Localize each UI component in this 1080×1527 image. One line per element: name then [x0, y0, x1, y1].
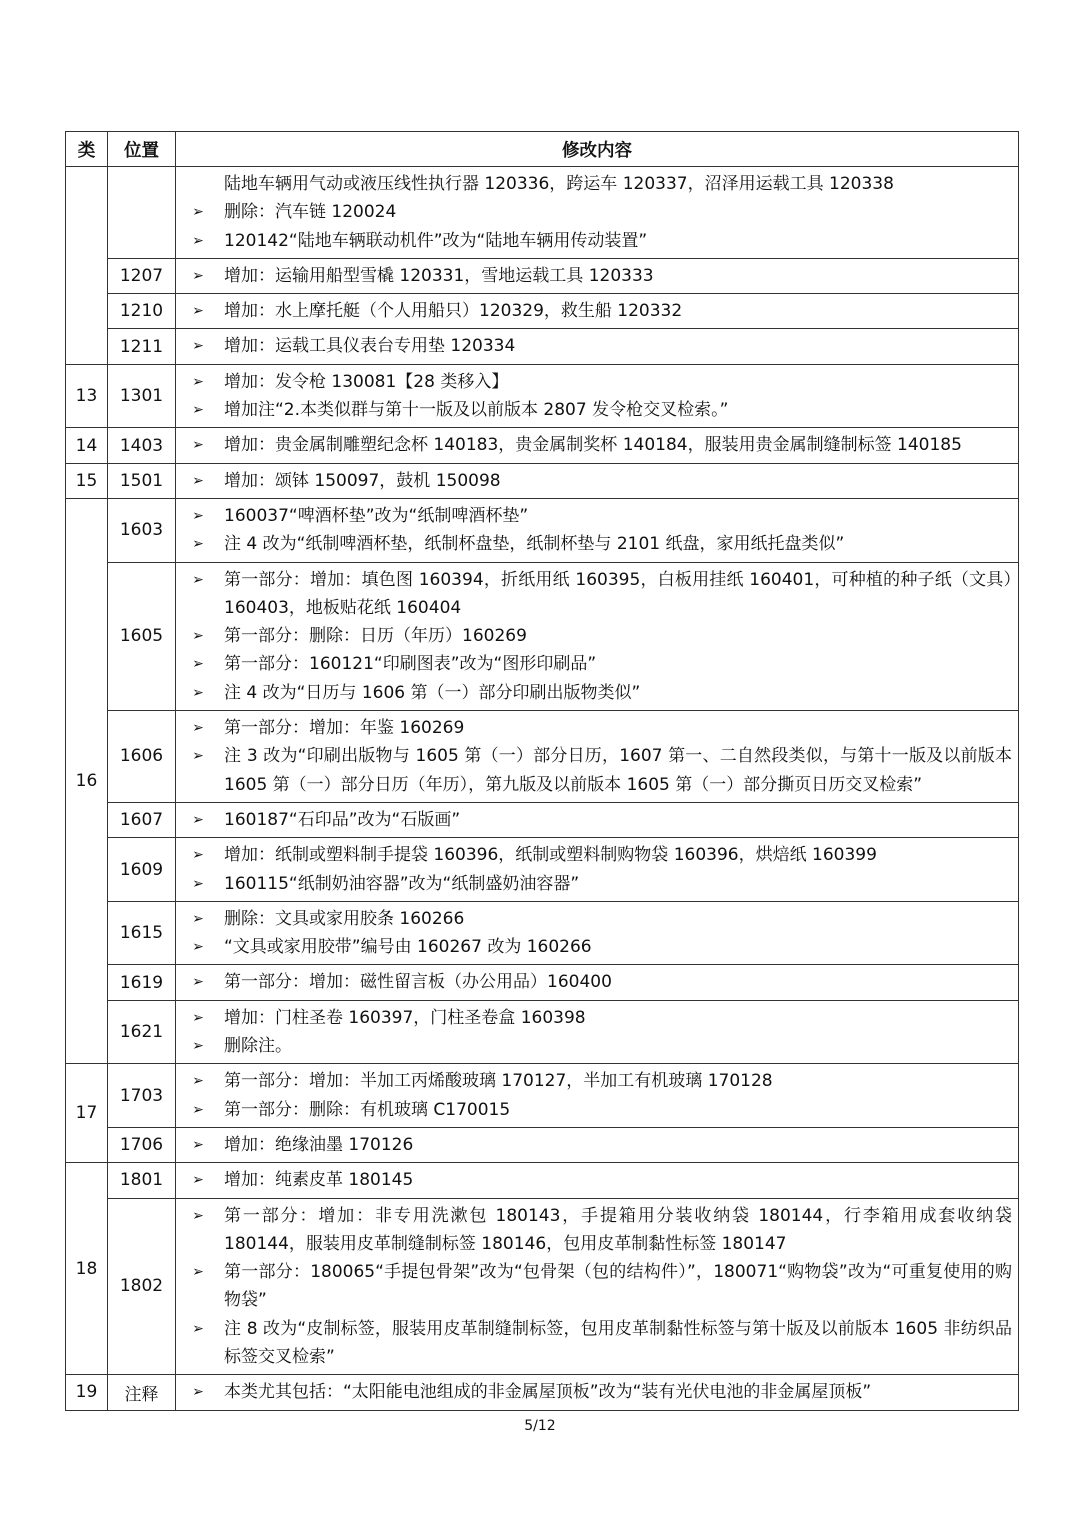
- position-cell: 1210: [108, 294, 176, 329]
- position-cell: 1619: [108, 965, 176, 1000]
- content-text: 注 4 改为“日历与 1606 第（一）部分印刷出版物类似”: [224, 682, 641, 703]
- content-line: [186, 650, 1012, 678]
- content-text: 注 3 改为“印刷出版物与 1605 第（一）部分日历，1607 第一、二自然段类似，与第十一版及以前版本 1605 第（一）部分日历（年历），第九版及以前版本 1605 第（一）部分撕页日历交叉检索”: [224, 746, 1012, 795]
- position-cell: 1706: [108, 1127, 176, 1162]
- table-row: [66, 1000, 1019, 1064]
- table-row: [66, 258, 1019, 293]
- content-text: 增加：运载工具仪表台专用垫 120334: [224, 336, 516, 357]
- content-line: [186, 227, 1012, 255]
- content-text: 注 4 改为“纸制啤酒杯垫，纸制杯盘垫，纸制杯垫与 2101 纸盘，家用纸托盘类似”: [224, 534, 845, 555]
- content-line: [186, 870, 1012, 898]
- position-cell: 1703: [108, 1064, 176, 1128]
- class-cell: 19: [66, 1375, 108, 1410]
- position-cell: 1607: [108, 802, 176, 837]
- class-cell: 15: [66, 463, 108, 498]
- content-line: [186, 297, 1012, 325]
- arrowhead-bullet-icon: ➢: [192, 232, 204, 249]
- content-cell: [176, 463, 1019, 498]
- content-line: [186, 502, 1012, 530]
- content-line: [186, 262, 1012, 290]
- arrowhead-bullet-icon: ➢: [192, 939, 204, 956]
- content-text: 删除：汽车链 120024: [224, 202, 397, 223]
- arrowhead-bullet-icon: ➢: [192, 875, 204, 892]
- arrowhead-bullet-icon: ➢: [192, 811, 204, 828]
- table-row: [66, 167, 1019, 259]
- content-cell: [176, 1127, 1019, 1162]
- arrowhead-bullet-icon: ➢: [192, 847, 204, 864]
- content-text: 第一部分：增加：填色图 160394，折纸用纸 160395，白板用挂纸 160401，可种植的种子纸（文具）160403，地板贴花纸 160404: [224, 569, 1012, 618]
- content-text: 增加：绝缘油墨 170126: [224, 1134, 414, 1155]
- arrowhead-bullet-icon: ➢: [192, 1264, 204, 1281]
- content-text: 160037“啤酒杯垫”改为“纸制啤酒杯垫”: [224, 505, 529, 526]
- arrowhead-bullet-icon: ➢: [192, 974, 204, 991]
- arrowhead-bullet-icon: ➢: [192, 684, 204, 701]
- content-text: 160187“石印品”改为“石版画”: [224, 809, 461, 830]
- position-cell: 1501: [108, 463, 176, 498]
- arrowhead-bullet-icon: ➢: [192, 303, 204, 320]
- arrowhead-bullet-icon: ➢: [192, 204, 204, 221]
- position-cell: 1606: [108, 711, 176, 803]
- content-text: 增加：水上摩托艇（个人用船只）120329，救生船 120332: [224, 301, 683, 322]
- class-cell: 17: [66, 1064, 108, 1163]
- content-cell: [176, 838, 1019, 902]
- position-cell: [108, 167, 176, 259]
- content-cell: [176, 294, 1019, 329]
- content-line: [186, 566, 1012, 623]
- header-class: 类: [66, 132, 108, 167]
- content-text: 增加：门柱圣卷 160397，门柱圣卷盒 160398: [224, 1007, 586, 1028]
- arrowhead-bullet-icon: ➢: [192, 1073, 204, 1090]
- content-line: [186, 905, 1012, 933]
- arrowhead-bullet-icon: ➢: [192, 571, 204, 588]
- content-text: 增加注“2.本类似群与第十一版及以前版本 2807 发令枪交叉检索。”: [224, 400, 729, 421]
- content-text: 增加：纸制或塑料制手提袋 160396，纸制或塑料制购物袋 160396，烘焙纸 160399: [224, 845, 877, 866]
- position-cell: 1802: [108, 1198, 176, 1375]
- content-line: [186, 742, 1012, 799]
- content-text: “文具或家用胶带”编号由 160267 改为 160266: [224, 937, 592, 958]
- table-row: [66, 901, 1019, 965]
- content-line: [186, 1004, 1012, 1032]
- content-cell: [176, 1064, 1019, 1128]
- class-cell: 16: [66, 498, 108, 1063]
- table-row: [66, 562, 1019, 710]
- arrowhead-bullet-icon: ➢: [192, 720, 204, 737]
- content-cell: [176, 329, 1019, 364]
- content-text: 本类尤其包括：“太阳能电池组成的非金属屋顶板”改为“装有光伏电池的非金属屋顶板”: [224, 1382, 872, 1403]
- arrowhead-bullet-icon: ➢: [192, 1172, 204, 1189]
- content-cell: [176, 1000, 1019, 1064]
- content-line: [186, 968, 1012, 996]
- table-row: [66, 1375, 1019, 1410]
- position-cell: 1615: [108, 901, 176, 965]
- arrowhead-bullet-icon: ➢: [192, 1009, 204, 1026]
- content-line: [186, 1202, 1012, 1259]
- arrowhead-bullet-icon: ➢: [192, 507, 204, 524]
- position-cell: 注释: [108, 1375, 176, 1410]
- content-cell: [176, 802, 1019, 837]
- content-line: [186, 332, 1012, 360]
- arrowhead-bullet-icon: ➢: [192, 338, 204, 355]
- content-cell: [176, 965, 1019, 1000]
- position-cell: 1605: [108, 562, 176, 710]
- position-cell: 1301: [108, 364, 176, 428]
- content-line: [186, 431, 1012, 459]
- arrowhead-bullet-icon: ➢: [192, 1320, 204, 1337]
- table-row: [66, 364, 1019, 428]
- content-cell: [176, 1375, 1019, 1410]
- content-text: 120142“陆地车辆联动机件”改为“陆地车辆用传动装置”: [224, 230, 648, 251]
- position-cell: 1403: [108, 428, 176, 463]
- content-text: 增加：发令枪 130081【28 类移入】: [224, 371, 509, 392]
- table-row: [66, 1127, 1019, 1162]
- class-cell: 13: [66, 364, 108, 428]
- table-row: [66, 711, 1019, 803]
- arrowhead-bullet-icon: ➢: [192, 656, 204, 673]
- content-line: [186, 841, 1012, 869]
- content-text: 删除注。: [224, 1036, 292, 1057]
- content-text: 增加：颂钵 150097，鼓机 150098: [224, 470, 501, 491]
- content-line: [186, 396, 1012, 424]
- content-cell: [176, 498, 1019, 562]
- content-line: [186, 1166, 1012, 1194]
- class-cell: 18: [66, 1163, 108, 1375]
- table-row: [66, 1064, 1019, 1128]
- arrowhead-bullet-icon: ➢: [192, 536, 204, 553]
- content-text: 第一部分：增加：年鉴 160269: [224, 718, 465, 739]
- content-cell: [176, 167, 1019, 259]
- content-line: [186, 530, 1012, 558]
- arrowhead-bullet-icon: ➢: [192, 628, 204, 645]
- content-line: [186, 1131, 1012, 1159]
- table-row: [66, 965, 1019, 1000]
- content-line: [186, 198, 1012, 226]
- arrowhead-bullet-icon: ➢: [192, 748, 204, 765]
- class-cell: [66, 167, 108, 365]
- arrowhead-bullet-icon: ➢: [192, 910, 204, 927]
- content-line: [186, 679, 1012, 707]
- content-text: 增加：运输用船型雪橇 120331，雪地运载工具 120333: [224, 265, 654, 286]
- table-row: [66, 294, 1019, 329]
- content-line: [186, 1315, 1012, 1372]
- arrowhead-bullet-icon: ➢: [192, 1384, 204, 1401]
- table-row: [66, 1198, 1019, 1375]
- arrowhead-bullet-icon: ➢: [192, 373, 204, 390]
- content-text: 第一部分：增加：非专用洗漱包 180143，手提箱用分装收纳袋 180144，行李箱用成套收纳袋 180144，服装用皮革制缝制标签 180146，包用皮革制黏性标签 180147: [224, 1205, 1012, 1254]
- content-line: [186, 1032, 1012, 1060]
- arrowhead-bullet-icon: ➢: [192, 1038, 204, 1055]
- arrowhead-bullet-icon: ➢: [192, 1136, 204, 1153]
- content-line: [186, 933, 1012, 961]
- content-cell: [176, 1163, 1019, 1198]
- arrowhead-bullet-icon: ➢: [192, 437, 204, 454]
- table-row: [66, 428, 1019, 463]
- content-text: 增加：纯素皮革 180145: [224, 1170, 414, 1191]
- content-line: [186, 806, 1012, 834]
- position-cell: 1609: [108, 838, 176, 902]
- position-cell: 1621: [108, 1000, 176, 1064]
- content-cell: [176, 711, 1019, 803]
- arrowhead-bullet-icon: ➢: [192, 472, 204, 489]
- content-text: 第一部分：增加：磁性留言板（办公用品）160400: [224, 972, 612, 993]
- content-text: 第一部分：180065“手提包骨架”改为“包骨架（包的结构件）”，180071“购物袋”改为“可重复使用的购物袋”: [224, 1262, 1012, 1311]
- position-cell: 1211: [108, 329, 176, 364]
- content-line: [186, 622, 1012, 650]
- table-row: [66, 498, 1019, 562]
- table-row: [66, 838, 1019, 902]
- arrowhead-bullet-icon: ➢: [192, 1207, 204, 1224]
- class-cell: 14: [66, 428, 108, 463]
- content-cell: [176, 258, 1019, 293]
- header-content: 修改内容: [176, 132, 1019, 167]
- content-cell: [176, 901, 1019, 965]
- content-text: 第一部分：删除：日历（年历）160269: [224, 626, 527, 647]
- page-number: 5/12: [524, 1418, 556, 1434]
- content-line: [186, 1378, 1012, 1406]
- arrowhead-bullet-icon: ➢: [192, 402, 204, 419]
- content-cell: [176, 562, 1019, 710]
- content-cell: [176, 1198, 1019, 1375]
- table-row: [66, 1163, 1019, 1198]
- content-text: 增加：贵金属制雕塑纪念杯 140183，贵金属制奖杯 140184，服装用贵金属制缝制标签 140185: [224, 435, 962, 456]
- position-cell: 1603: [108, 498, 176, 562]
- content-text: 160115“纸制奶油容器”改为“纸制盛奶油容器”: [224, 873, 580, 894]
- content-text: 删除：文具或家用胶条 160266: [224, 908, 465, 929]
- content-line: [186, 170, 1012, 198]
- table-row: [66, 802, 1019, 837]
- content-line: [186, 1258, 1012, 1315]
- content-text: 第一部分：增加：半加工丙烯酸玻璃 170127，半加工有机玻璃 170128: [224, 1071, 773, 1092]
- content-cell: [176, 428, 1019, 463]
- position-cell: 1801: [108, 1163, 176, 1198]
- amendment-table: [65, 131, 1019, 1411]
- arrowhead-bullet-icon: ➢: [192, 1101, 204, 1118]
- arrowhead-bullet-icon: ➢: [192, 267, 204, 284]
- table-row: [66, 329, 1019, 364]
- content-line: [186, 368, 1012, 396]
- content-text: 注 8 改为“皮制标签，服装用皮革制缝制标签，包用皮革制黏性标签与第十版及以前版本 1605 非纺织品标签交叉检索”: [224, 1318, 1012, 1367]
- content-text: 第一部分：160121“印刷图表”改为“图形印刷品”: [224, 654, 597, 675]
- content-line: [186, 467, 1012, 495]
- header-position: 位置: [108, 132, 176, 167]
- content-line: [186, 1096, 1012, 1124]
- content-line: [186, 714, 1012, 742]
- content-line: [186, 1067, 1012, 1095]
- table-header-row: [66, 132, 1019, 167]
- content-text: 第一部分：删除：有机玻璃 C170015: [224, 1099, 511, 1120]
- table-body: [66, 167, 1019, 1411]
- table-row: [66, 463, 1019, 498]
- position-cell: 1207: [108, 258, 176, 293]
- content-cell: [176, 364, 1019, 428]
- content-text: 陆地车辆用气动或液压线性执行器 120336，跨运车 120337，沼泽用运载工具 120338: [224, 174, 894, 194]
